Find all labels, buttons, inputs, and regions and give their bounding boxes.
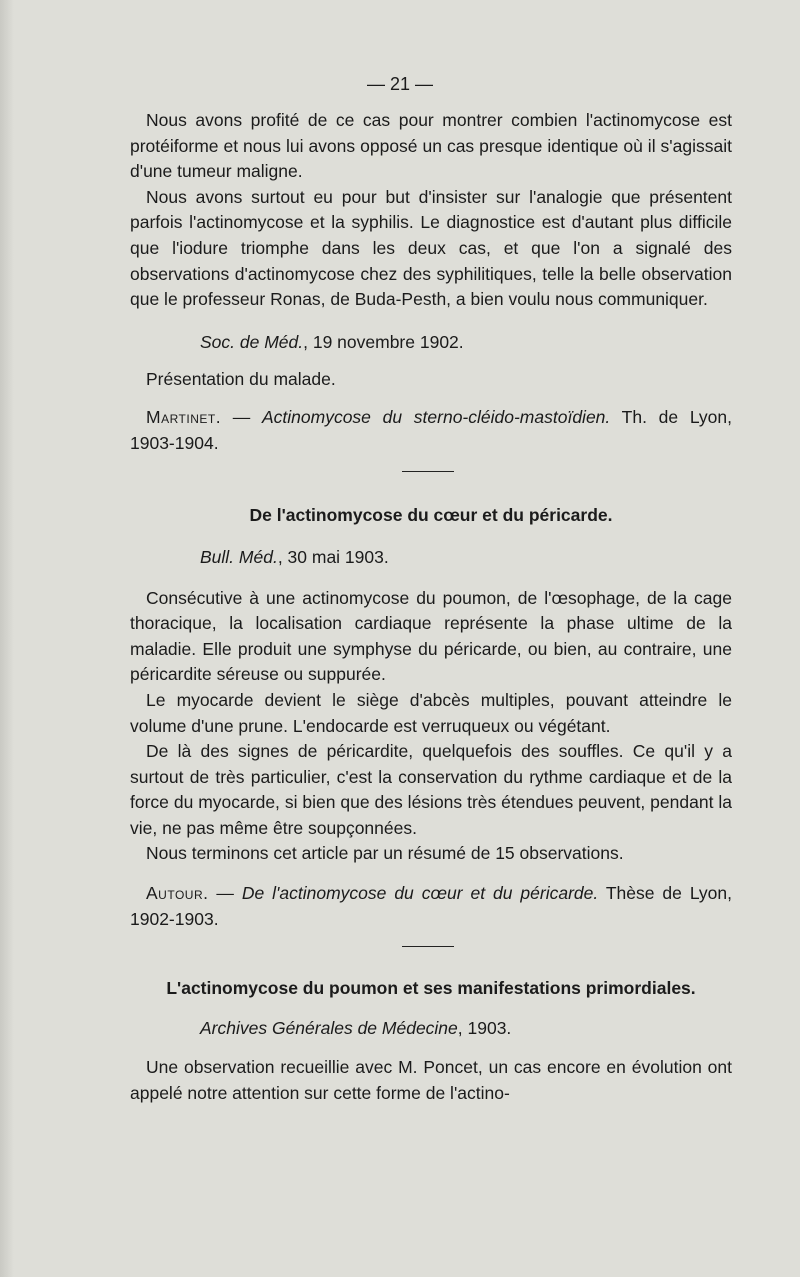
citation-date: , 1903.	[457, 1018, 512, 1039]
source-citation	[130, 329, 732, 355]
body-paragraph: De là des signes de péricardite, quelquefois des souffles. Ce qu'il y a surtout de très particulier, c'est la conservation du rythme cardiaque et de la force du myocarde, si bien que des lésions très étendues peuvent, pendant la vie, ne pas même être soupçonnées.	[130, 741, 732, 838]
reference-dash: —	[208, 883, 242, 904]
body-paragraph: Nous avons surtout eu pour but d'insister sur l'analogie que présentent parfois l'actinomycose et la syphilis. Le diagnostice est d'autant plus difficile que l'iodure triomphe dans les deux cas, et que l'on a signalé des observations d'actinomycose chez des syphilitiques, telle la belle observation que le professeur Ronas, de Buda-Pesth, a bien voulu nous communiquer.	[130, 186, 732, 310]
bibliographic-reference	[130, 881, 732, 932]
reference-details: Th. de Lyon, 1903-1904.	[130, 407, 732, 453]
source-citation	[130, 544, 732, 570]
body-paragraph: Nous terminons cet article par un résumé de 15 observations.	[146, 843, 624, 864]
reference-author: Autour.	[146, 883, 209, 904]
page-content	[130, 108, 732, 1106]
journal-name: Soc. de Méd.	[200, 331, 304, 352]
presentation-note: Présentation du malade.	[146, 368, 336, 389]
reference-details: Thèse de Lyon, 1902-1903.	[130, 883, 732, 929]
page-binding-edge	[0, 0, 14, 1277]
section-divider	[402, 946, 454, 947]
reference-title: De l'actinomycose du cœur et du péricarde.	[241, 883, 599, 904]
journal-name: Bull. Méd.	[200, 546, 278, 567]
section-heading: L'actinomycose du poumon et ses manifestations primordiales.	[166, 978, 696, 999]
journal-name: Archives Générales de Médecine	[200, 1018, 458, 1039]
section-heading: De l'actinomycose du cœur et du péricarde.	[249, 504, 613, 525]
section-divider	[402, 471, 454, 472]
reference-author: Martinet.	[146, 407, 222, 428]
body-paragraph: Consécutive à une actinomycose du poumon, de l'œsophage, de la cage thoracique, la localisation cardiaque représente la phase ultime de la maladie. Elle produit une symphyse du péricarde, ou bien, au contraire, une péricardite séreuse ou suppurée.	[130, 587, 732, 685]
reference-title: Actinomycose du sterno-cléido-mastoïdien.	[261, 407, 611, 428]
citation-date: , 19 novembre 1902.	[303, 331, 464, 352]
citation-date: , 30 mai 1903.	[277, 546, 389, 567]
bibliographic-reference	[130, 405, 732, 456]
source-citation	[130, 1015, 732, 1041]
page-number: — 21 —	[366, 74, 434, 94]
body-paragraph: Nous avons profité de ce cas pour montrer combien l'actinomycose est protéiforme et nous lui avons opposé un cas presque identique où il s'agissait d'une tumeur maligne.	[130, 110, 732, 182]
body-paragraph: Une observation recueillie avec M. Poncet, un cas encore en évolution ont appelé notre attention sur cette forme de l'actino-	[130, 1057, 732, 1103]
body-paragraph: Le myocarde devient le siège d'abcès multiples, pouvant atteindre le volume d'une prune. L'endocarde est verruqueux ou végétant.	[130, 689, 732, 736]
reference-dash: —	[221, 407, 262, 428]
